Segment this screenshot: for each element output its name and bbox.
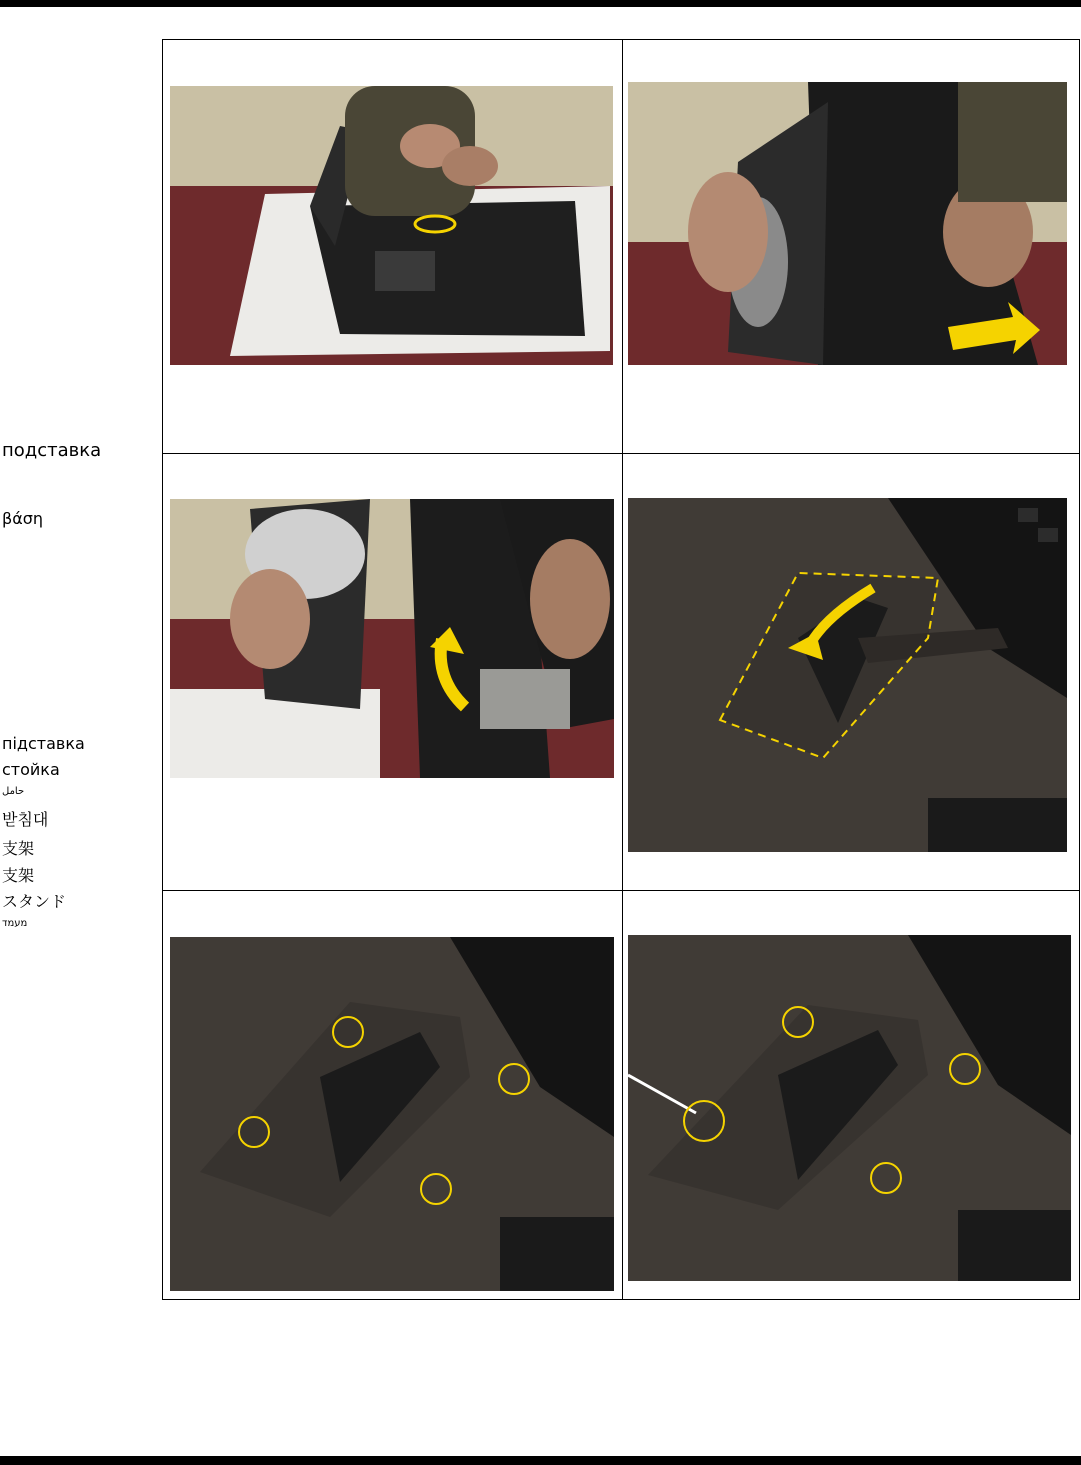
row-divider-1 bbox=[163, 453, 1079, 454]
label-chinese-simplified: 支架 bbox=[2, 839, 35, 858]
bottom-rule bbox=[0, 1456, 1081, 1465]
photo-step-4-remove-cover bbox=[628, 498, 1067, 852]
label-chinese-traditional: 支架 bbox=[2, 866, 35, 885]
label-korean: 받침대 bbox=[2, 810, 49, 829]
label-hebrew: מעמד bbox=[2, 918, 28, 929]
label-ukrainian: підставка bbox=[2, 734, 85, 753]
label-bulgarian: стойка bbox=[2, 760, 60, 779]
label-japanese: スタンド bbox=[2, 892, 67, 911]
label-russian: подставка bbox=[2, 440, 102, 461]
label-arabic: حامل bbox=[2, 786, 25, 797]
label-greek: βάση bbox=[2, 509, 44, 528]
column-divider bbox=[622, 40, 623, 1299]
photo-step-2-slide-stand bbox=[628, 82, 1067, 365]
photo-step-1-loosen-screw bbox=[170, 86, 613, 365]
row-divider-2 bbox=[163, 890, 1079, 891]
photo-step-5-locate-screws bbox=[170, 937, 614, 1291]
top-rule bbox=[0, 0, 1081, 7]
photo-step-3-lift-stand bbox=[170, 499, 614, 778]
photo-step-6-remove-screws bbox=[628, 935, 1071, 1281]
